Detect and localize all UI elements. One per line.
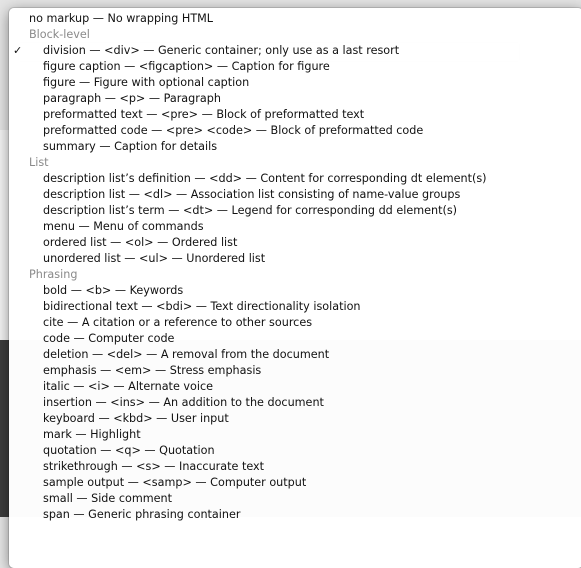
menu-item-label: List (29, 156, 49, 169)
menu-item-label: description list’s term — <dt> — Legend for corresponding dd element(s) (43, 204, 458, 217)
menu-item[interactable] (9, 507, 581, 523)
menu-item[interactable] (9, 379, 581, 395)
menu-item-label: no markup — No wrapping HTML (29, 12, 214, 25)
menu-item-label: sample output — <samp> — Computer output (43, 476, 307, 489)
menu-item-label: deletion — <del> — A removal from the document (43, 348, 330, 361)
menu-item-label: Block-level (29, 28, 90, 41)
menu-item-label: description list — <dl> — Association list consisting of name-value groups (43, 188, 461, 201)
menu-section-header (9, 267, 581, 283)
menu-item-label: summary — Caption for details (43, 140, 218, 153)
menu-item[interactable] (9, 283, 581, 299)
menu-item[interactable] (9, 299, 581, 315)
menu-item[interactable] (9, 59, 581, 75)
menu-item-label: small — Side comment (43, 492, 173, 505)
menu-item[interactable] (9, 251, 581, 267)
menu-item[interactable] (9, 91, 581, 107)
menu-item[interactable] (9, 475, 581, 491)
menu-item[interactable] (9, 347, 581, 363)
menu-item-label: preformatted code — <pre> <code> — Block of preformatted code (43, 124, 424, 137)
menu-item-label: description list’s definition — <dd> — Content for corresponding dt element(s) (43, 172, 487, 185)
element-type-popup-menu (9, 8, 581, 568)
menu-section-header (9, 155, 581, 171)
menu-item[interactable] (9, 11, 581, 27)
menu-item[interactable] (9, 75, 581, 91)
menu-item[interactable] (9, 235, 581, 251)
menu-item[interactable] (9, 219, 581, 235)
menu-item-label: paragraph — <p> — Paragraph (43, 92, 221, 105)
menu-item-label: insertion — <ins> — An addition to the document (43, 396, 324, 409)
menu-item[interactable] (9, 427, 581, 443)
checkmark-icon: ✓ (13, 44, 23, 57)
menu-section-header (9, 27, 581, 43)
menu-item[interactable] (9, 363, 581, 379)
menu-item-label: strikethrough — <s> — Inaccurate text (43, 460, 265, 473)
menu-item[interactable] (9, 459, 581, 475)
menu-item-label: unordered list — <ul> — Unordered list (43, 252, 266, 265)
menu-item[interactable] (9, 171, 581, 187)
menu-item-label: bold — <b> — Keywords (43, 284, 184, 297)
menu-item-label: bidirectional text — <bdi> — Text directionality isolation (43, 300, 361, 313)
menu-item[interactable] (9, 139, 581, 155)
menu-item-label: cite — A citation or a reference to other sources (43, 316, 313, 329)
menu-item[interactable] (9, 203, 581, 219)
menu-item[interactable] (9, 123, 581, 139)
menu-item-label: ordered list — <ol> — Ordered list (43, 236, 238, 249)
menu-item[interactable] (9, 491, 581, 507)
menu-item[interactable] (9, 411, 581, 427)
menu-item-label: keyboard — <kbd> — User input (43, 412, 229, 425)
menu-item-label: italic — <i> — Alternate voice (43, 380, 213, 393)
menu-item-label: emphasis — <em> — Stress emphasis (43, 364, 262, 377)
menu-item-label: menu — Menu of commands (43, 220, 204, 233)
menu-item[interactable] (9, 331, 581, 347)
menu-item-label: code — Computer code (43, 332, 175, 345)
menu-item[interactable] (9, 395, 581, 411)
menu-item[interactable] (9, 443, 581, 459)
menu-item[interactable] (9, 107, 581, 123)
menu-item-label: mark — Highlight (43, 428, 141, 441)
menu-item-label: figure caption — <figcaption> — Caption for figure (43, 60, 330, 73)
menu-item-label: preformatted text — <pre> — Block of preformatted text (43, 108, 365, 121)
menu-item[interactable] (9, 315, 581, 331)
menu-item[interactable] (9, 43, 581, 59)
menu-item-label: figure — Figure with optional caption (43, 76, 250, 89)
menu-item[interactable] (9, 187, 581, 203)
menu-item-label: Phrasing (29, 268, 78, 281)
menu-item-label: span — Generic phrasing container (43, 508, 241, 521)
menu-item-label: quotation — <q> — Quotation (43, 444, 215, 457)
menu-item-label: division — <div> — Generic container; only use as a last resort (43, 44, 400, 57)
